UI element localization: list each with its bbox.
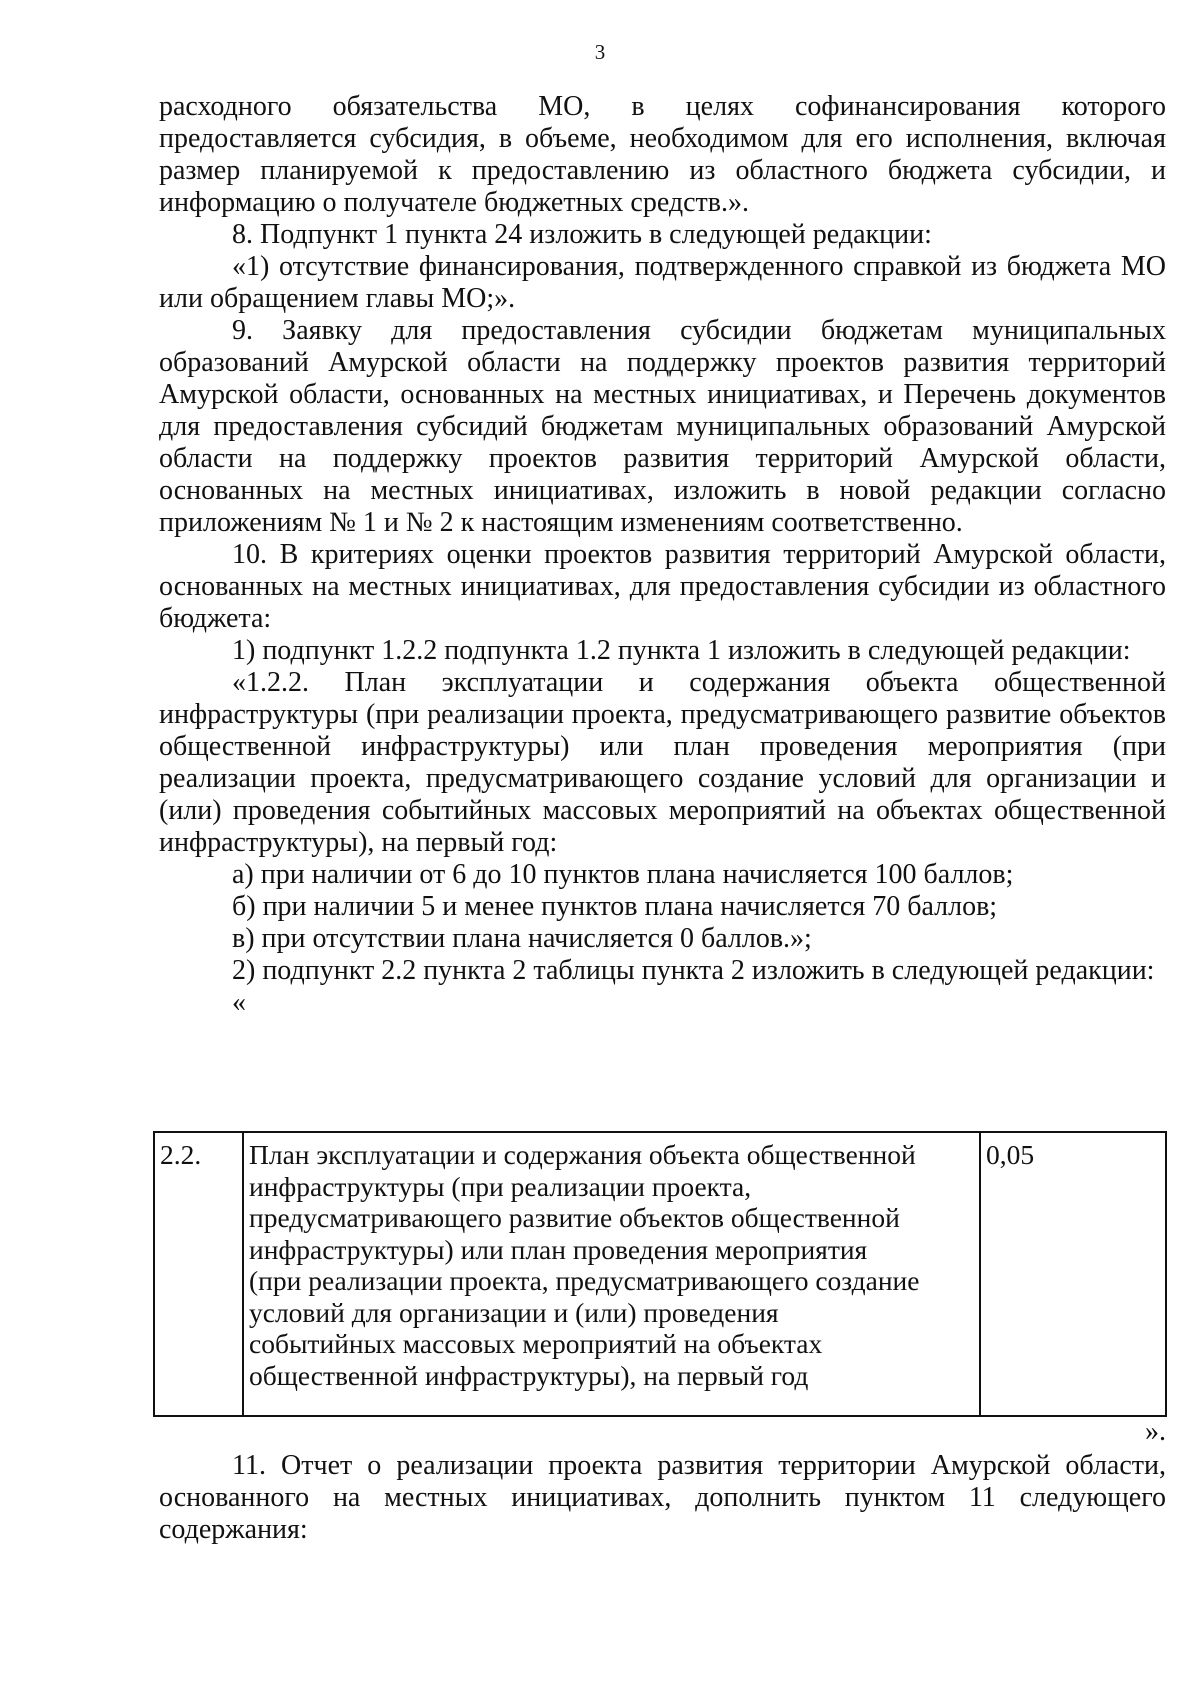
paragraph-item-v: в) при отсутствии плана начисляется 0 баллов.»;	[232, 923, 812, 954]
table-row	[154, 1132, 1166, 1416]
table-cell-criterion	[243, 1132, 980, 1416]
criterion-line: инфраструктуры) или план проведения мероприятия	[249, 1233, 868, 1265]
criterion-line: (при реализации проекта, предусматривающего создание	[249, 1265, 920, 1296]
paragraph-item-b: б) при наличии 5 и менее пунктов плана начисляется 70 баллов;	[232, 891, 998, 922]
criterion-line: инфраструктуры (при реализации проекта,	[249, 1170, 752, 1202]
criterion-line: событийных массовых мероприятий на объектах	[249, 1328, 823, 1359]
paragraph-item-8-quote: «1) отсутствие финансирования, подтвержденного справкой из бюджета МО или обращением главы МО;».	[159, 251, 1166, 314]
paragraph-item-a: а) при наличии от 6 до 10 пунктов плана начисляется 100 баллов;	[232, 859, 1014, 890]
criterion-line: предусматривающего развитие объектов общественной	[249, 1202, 900, 1233]
paragraph-item-8: 8. Подпункт 1 пункта 24 изложить в следующей редакции:	[232, 219, 932, 250]
criterion-line: условий для организации и (или) проведения	[249, 1296, 779, 1328]
paragraph-item-11: 11. Отчет о реализации проекта развития территории Амурской области, основанного на местных инициативах, дополнить пунктом 11 следующего содержания:	[159, 1450, 1166, 1545]
criterion-line: План эксплуатации и содержания объекта общественной	[249, 1139, 916, 1170]
closing-quote-mark: ».	[1145, 1416, 1166, 1447]
criterion-line: общественной инфраструктуры), на первый год	[249, 1359, 809, 1391]
table-cell-weight: 0,05	[980, 1132, 1166, 1416]
table-cell-number: 2.2.	[154, 1132, 243, 1416]
opening-quote-mark: «	[232, 987, 246, 1018]
paragraph-item-10-sub-1: 1) подпункт 1.2.2 подпункта 1.2 пункта 1 изложить в следующей редакции:	[232, 635, 1131, 666]
page-number: 3	[594, 40, 606, 64]
paragraph-item-10: 10. В критериях оценки проектов развития территорий Амурской области, основанных на местных инициативах, для предоставления субсидии из областного бюджета:	[159, 539, 1166, 634]
paragraph-item-9: 9. Заявку для предоставления субсидии бюджетам муниципальных образований Амурской области на поддержку проектов развития территорий Амурской области, основанных на местных инициативах, и Перечень документов для предоставления субсидий бюджетам муниципальных образований Амурской области на поддержку проектов развития территорий Амурской области, основанных на местных инициативах, изложить в новой редакции согласно приложениям № 1 и № 2 к настоящим изменениям соответственно.	[159, 315, 1166, 538]
paragraph-item-10-sub-2: 2) подпункт 2.2 пункта 2 таблицы пункта 2 изложить в следующей редакции:	[232, 955, 1155, 986]
body-text-bottom	[159, 1450, 1166, 1546]
body-text-top	[159, 91, 1166, 1019]
paragraph-continuation: расходного обязательства МО, в целях софинансирования которого предоставляется субсидия, в объеме, необходимом для его исполнения, включая размер планируемой к предоставлению из областного бюджета субсидии, и информацию о получателе бюджетных средств.».	[159, 91, 1166, 218]
paragraph-item-1-2-2-quote: «1.2.2. План эксплуатации и содержания объекта общественной инфраструктуры (при реализации проекта, предусматривающего развитие объектов общественной инфраструктуры) или план проведения мероприятия (при реализации проекта, предусматривающего создание условий для организации и (или) проведения событийных массовых мероприятий на объектах общественной инфраструктуры), на первый год:	[159, 667, 1166, 858]
criteria-table	[153, 1131, 1167, 1417]
